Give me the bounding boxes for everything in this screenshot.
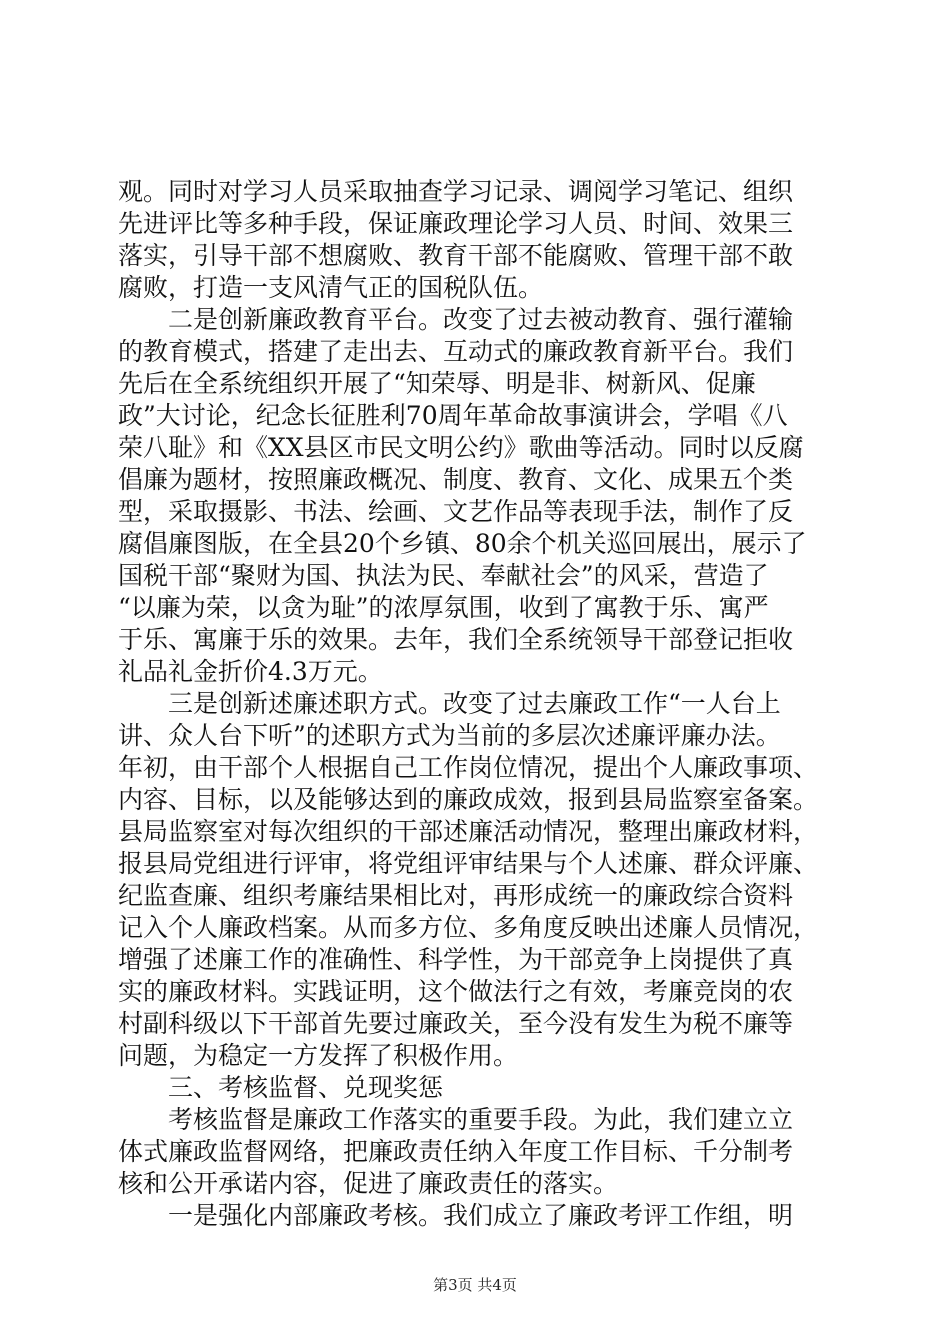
text-line: 考核监督是廉政工作落实的重要手段。为此，我们建立立	[118, 1105, 794, 1134]
text-line: 纪监查廉、组织考廉结果相比对，再形成统一的廉政综合资料	[118, 881, 794, 910]
text-line: 核和公开承诺内容，促进了廉政责任的落实。	[118, 1169, 619, 1198]
text-line: 政”大讨论，纪念长征胜利70周年革命故事演讲会，学唱《八	[118, 401, 788, 430]
text-line: 落实，引导干部不想腐败、教育干部不能腐败、管理干部不敢	[118, 241, 794, 270]
text-line: 县局监察室对每次组织的干部述廉活动情况，整理出廉政材料，	[118, 817, 819, 846]
text-line: 于乐、寓廉于乐的效果。去年，我们全系统领导干部登记拒收	[118, 625, 794, 654]
text-line: 记入个人廉政档案。从而多方位、多角度反映出述廉人员情况，	[118, 913, 819, 942]
text-line: 报县局党组进行评审，将党组评审结果与个人述廉、群众评廉、	[118, 849, 819, 878]
text-line: 倡廉为题材，按照廉政概况、制度、教育、文化、成果五个类	[118, 465, 794, 494]
text-line: 腐败，打造一支风清气正的国税队伍。	[118, 273, 544, 302]
text-line: 讲、众人台下听”的述职方式为当前的多层次述廉评廉办法。	[118, 721, 781, 750]
text-line: 观。同时对学习人员采取抽查学习记录、调阅学习笔记、组织	[118, 177, 794, 206]
text-line: 实的廉政材料。实践证明，这个做法行之有效，考廉竞岗的农	[118, 977, 794, 1006]
text-line: 三是创新述廉述职方式。改变了过去廉政工作“一人台上	[118, 689, 781, 718]
page-number-footer: 第3页 共4页	[433, 1276, 517, 1294]
text-line: 腐倡廉图版，在全县20个乡镇、80余个机关巡回展出，展示了	[118, 529, 807, 558]
text-line: “以廉为荣，以贪为耻”的浓厚氛围，收到了寓教于乐、寓严	[118, 593, 769, 622]
text-line: 一是强化内部廉政考核。我们成立了廉政考评工作组，明	[118, 1201, 794, 1230]
section-heading: 三、考核监督、兑现奖惩	[118, 1073, 444, 1102]
text-line: 二是创新廉政教育平台。改变了过去被动教育、强行灌输	[118, 305, 794, 334]
text-line: 年初，由干部个人根据自己工作岗位情况，提出个人廉政事项、	[118, 753, 819, 782]
text-line: 先进评比等多种手段，保证廉政理论学习人员、时间、效果三	[118, 209, 794, 238]
text-line: 体式廉政监督网络，把廉政责任纳入年度工作目标、千分制考	[118, 1137, 794, 1166]
text-line: 问题，为稳定一方发挥了积极作用。	[118, 1041, 519, 1070]
text-line: 国税干部“聚财为国、执法为民、奉献社会”的风采，营造了	[118, 561, 769, 590]
text-line: 村副科级以下干部首先要过廉政关，至今没有发生为税不廉等	[118, 1009, 794, 1038]
text-line: 礼品礼金折价4.3万元。	[118, 657, 383, 686]
text-line: 型，采取摄影、书法、绘画、文艺作品等表现手法，制作了反	[118, 497, 794, 526]
text-line: 先后在全系统组织开展了“知荣辱、明是非、树新风、促廉	[118, 369, 756, 398]
text-line: 荣八耻》和《XX县区市民文明公约》歌曲等活动。同时以反腐	[118, 433, 804, 462]
text-line: 的教育模式，搭建了走出去、互动式的廉政教育新平台。我们	[118, 337, 794, 366]
text-line: 内容、目标，以及能够达到的廉政成效，报到县局监察室备案。	[118, 785, 819, 814]
text-line: 增强了述廉工作的准确性、科学性，为干部竞争上岗提供了真	[118, 945, 794, 974]
